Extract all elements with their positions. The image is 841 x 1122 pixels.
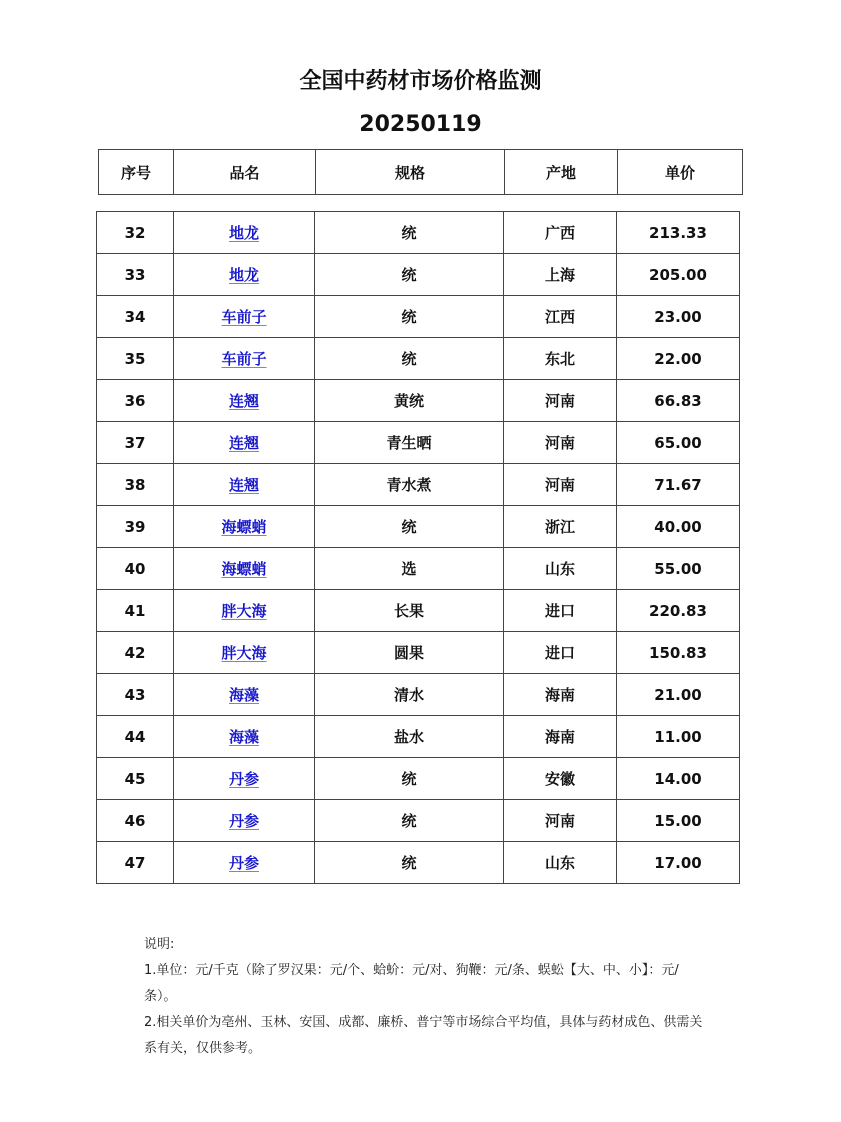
cell-origin: 山东 <box>504 548 617 590</box>
herb-name-link[interactable]: 车前子 <box>221 350 267 368</box>
cell-spec: 统 <box>315 212 504 254</box>
cell-name <box>174 674 315 716</box>
header-name: 品名 <box>174 150 316 195</box>
cell-price: 213.33 <box>617 212 740 254</box>
herb-name-link[interactable]: 连翘 <box>228 476 259 494</box>
cell-origin: 河南 <box>504 464 617 506</box>
notes-line-2: 2.相关单价为亳州、玉林、安国、成都、廉桥、普宁等市场综合平均值，具体与药材成色、供需关系有关，仅供参考。 <box>144 1015 703 1056</box>
table-row <box>97 422 740 464</box>
cell-origin: 进口 <box>504 590 617 632</box>
cell-no: 32 <box>97 212 174 254</box>
herb-name-link[interactable]: 地龙 <box>228 224 259 242</box>
herb-name-link[interactable]: 海螵蛸 <box>221 560 267 578</box>
table-row <box>97 464 740 506</box>
price-table-body <box>97 212 740 884</box>
herb-name-link[interactable]: 胖大海 <box>221 602 267 620</box>
herb-name-link[interactable]: 丹参 <box>228 812 259 830</box>
herb-name-link[interactable]: 丹参 <box>228 770 259 788</box>
cell-no: 35 <box>97 338 174 380</box>
cell-origin: 安徽 <box>504 758 617 800</box>
cell-spec: 青水煮 <box>315 464 504 506</box>
cell-price: 55.00 <box>617 548 740 590</box>
cell-spec: 统 <box>315 338 504 380</box>
table-row <box>97 296 740 338</box>
cell-no: 43 <box>97 674 174 716</box>
cell-name <box>174 296 315 338</box>
cell-price: 15.00 <box>617 800 740 842</box>
page-title: 全国中药材市场价格监测 <box>299 69 542 94</box>
cell-origin: 山东 <box>504 842 617 884</box>
notes <box>144 932 704 1062</box>
table-row <box>97 590 740 632</box>
cell-price: 150.83 <box>617 632 740 674</box>
cell-origin: 河南 <box>504 800 617 842</box>
cell-price: 65.00 <box>617 422 740 464</box>
cell-name <box>174 716 315 758</box>
herb-name-link[interactable]: 海藻 <box>228 686 259 704</box>
cell-spec: 青生晒 <box>315 422 504 464</box>
cell-name <box>174 212 315 254</box>
cell-no: 44 <box>97 716 174 758</box>
cell-price: 22.00 <box>617 338 740 380</box>
cell-no: 46 <box>97 800 174 842</box>
header-row <box>99 150 743 195</box>
herb-name-link[interactable]: 车前子 <box>221 308 267 326</box>
herb-name-link[interactable]: 海螵蛸 <box>221 518 267 536</box>
herb-name-link[interactable]: 地龙 <box>228 266 259 284</box>
table-row <box>97 338 740 380</box>
cell-origin: 进口 <box>504 632 617 674</box>
cell-spec: 清水 <box>315 674 504 716</box>
cell-name <box>174 842 315 884</box>
cell-origin: 海南 <box>504 674 617 716</box>
price-table <box>96 211 740 884</box>
cell-spec: 统 <box>315 296 504 338</box>
cell-name <box>174 422 315 464</box>
cell-no: 36 <box>97 380 174 422</box>
cell-price: 205.00 <box>617 254 740 296</box>
table-row <box>97 674 740 716</box>
cell-spec: 统 <box>315 254 504 296</box>
cell-no: 41 <box>97 590 174 632</box>
cell-name <box>174 632 315 674</box>
cell-price: 40.00 <box>617 506 740 548</box>
cell-no: 33 <box>97 254 174 296</box>
herb-name-link[interactable]: 连翘 <box>228 392 259 410</box>
table-row <box>97 800 740 842</box>
table-row <box>97 632 740 674</box>
cell-name <box>174 758 315 800</box>
herb-name-link[interactable]: 海藻 <box>228 728 259 746</box>
cell-no: 34 <box>97 296 174 338</box>
table-row <box>97 548 740 590</box>
cell-price: 21.00 <box>617 674 740 716</box>
cell-spec: 选 <box>315 548 504 590</box>
cell-no: 47 <box>97 842 174 884</box>
cell-origin: 河南 <box>504 422 617 464</box>
cell-spec: 盐水 <box>315 716 504 758</box>
cell-spec: 统 <box>315 506 504 548</box>
cell-no: 45 <box>97 758 174 800</box>
cell-no: 40 <box>97 548 174 590</box>
cell-name <box>174 506 315 548</box>
cell-no: 42 <box>97 632 174 674</box>
cell-name <box>174 548 315 590</box>
cell-name <box>174 338 315 380</box>
table-row <box>97 254 740 296</box>
cell-spec: 统 <box>315 842 504 884</box>
report-date: 20250119 <box>359 112 482 137</box>
header-spec: 规格 <box>316 150 505 195</box>
cell-price: 17.00 <box>617 842 740 884</box>
table-row <box>97 716 740 758</box>
herb-name-link[interactable]: 丹参 <box>228 854 259 872</box>
header-origin: 产地 <box>505 150 618 195</box>
cell-price: 23.00 <box>617 296 740 338</box>
cell-price: 220.83 <box>617 590 740 632</box>
cell-origin: 江西 <box>504 296 617 338</box>
table-row <box>97 506 740 548</box>
cell-price: 11.00 <box>617 716 740 758</box>
cell-origin: 上海 <box>504 254 617 296</box>
cell-name <box>174 254 315 296</box>
cell-origin: 海南 <box>504 716 617 758</box>
cell-no: 38 <box>97 464 174 506</box>
cell-no: 37 <box>97 422 174 464</box>
cell-origin: 东北 <box>504 338 617 380</box>
cell-spec: 统 <box>315 758 504 800</box>
cell-no: 39 <box>97 506 174 548</box>
table-row <box>97 380 740 422</box>
header-price: 单价 <box>618 150 743 195</box>
cell-name <box>174 800 315 842</box>
table-row <box>97 842 740 884</box>
cell-price: 71.67 <box>617 464 740 506</box>
cell-name <box>174 380 315 422</box>
cell-origin: 浙江 <box>504 506 617 548</box>
cell-spec: 黄统 <box>315 380 504 422</box>
cell-spec: 统 <box>315 800 504 842</box>
notes-heading: 说明: <box>144 937 175 952</box>
table-row <box>97 212 740 254</box>
cell-spec: 圆果 <box>315 632 504 674</box>
cell-name <box>174 464 315 506</box>
cell-origin: 广西 <box>504 212 617 254</box>
cell-price: 66.83 <box>617 380 740 422</box>
cell-origin: 河南 <box>504 380 617 422</box>
herb-name-link[interactable]: 连翘 <box>228 434 259 452</box>
notes-line-1: 1.单位：元/千克（除了罗汉果：元/个、蛤蚧：元/对、狗鞭：元/条、蜈蚣【大、中、小】：元/条）。 <box>144 963 679 1004</box>
herb-name-link[interactable]: 胖大海 <box>221 644 267 662</box>
table-row <box>97 758 740 800</box>
header-no: 序号 <box>99 150 174 195</box>
cell-spec: 长果 <box>315 590 504 632</box>
header-table <box>98 149 743 195</box>
cell-price: 14.00 <box>617 758 740 800</box>
cell-name <box>174 590 315 632</box>
